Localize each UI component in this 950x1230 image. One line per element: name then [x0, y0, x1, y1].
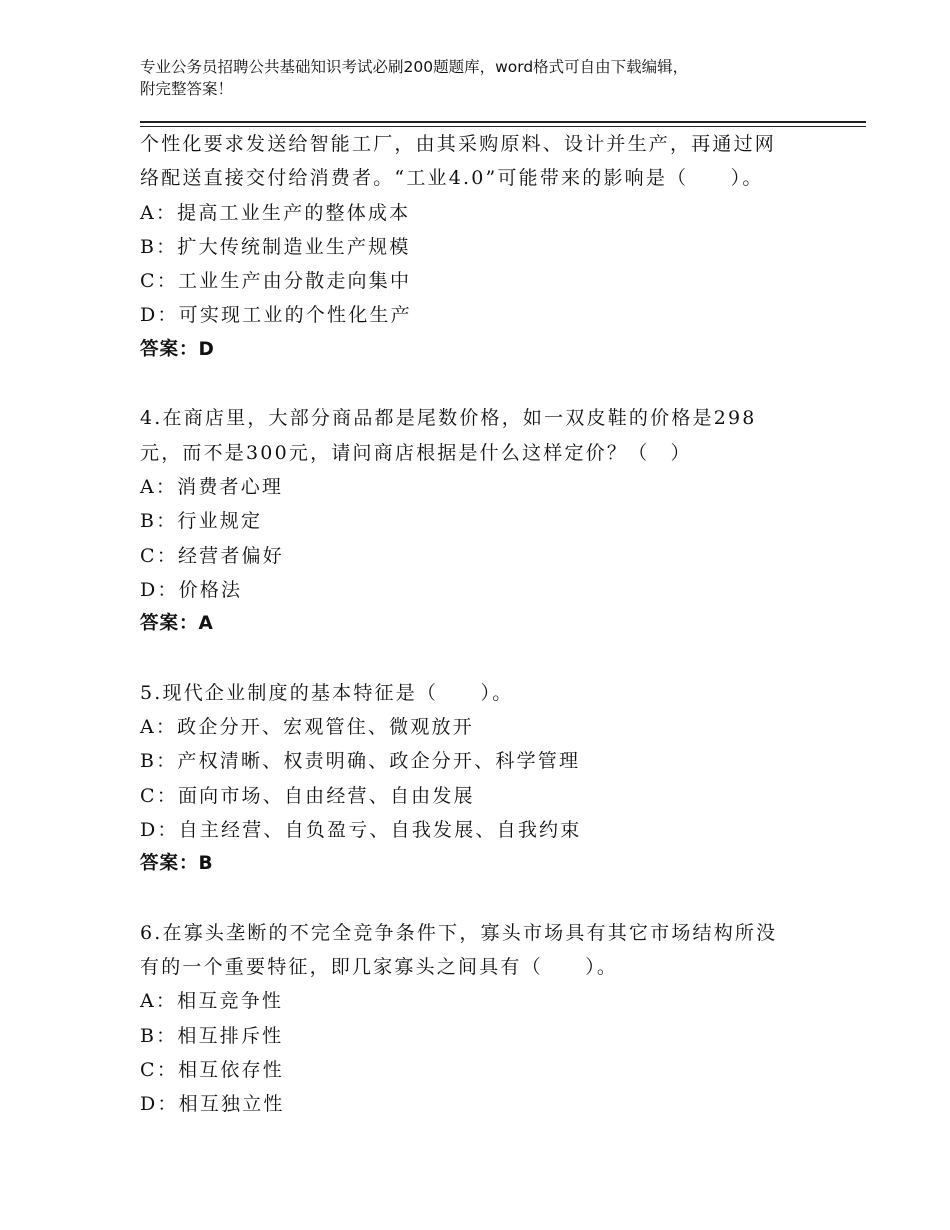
question-stem-line: 有的一个重要特征，即几家寡头之间具有（ ）。 [140, 956, 619, 979]
option-b: B：产权清晰、权责明确、政企分开、科学管理 [140, 750, 581, 773]
question-3 [140, 127, 850, 367]
option-c: C：经营者偏好 [140, 544, 284, 567]
question-stem-line: 6.在寡头垄断的不完全竞争条件下，寡头市场具有其它市场结构所没 [140, 921, 778, 944]
header-line-1: 专业公务员招聘公共基础知识考试必刷200题题库，word格式可自由下载编辑， [140, 58, 689, 76]
answer-label: 答案：D [140, 338, 215, 360]
question-stem-line: 5.现代企业制度的基本特征是（ ）。 [140, 681, 514, 704]
option-d: D：相互独立性 [140, 1093, 285, 1116]
question-stem-line: 4.在商店里，大部分商品都是尾数价格，如一双皮鞋的价格是298 [140, 407, 757, 430]
spacer [140, 367, 850, 401]
answer-label: 答案：B [140, 853, 214, 875]
question-6 [140, 916, 850, 1122]
option-b: B：行业规定 [140, 510, 263, 533]
question-4 [140, 401, 850, 641]
option-d: D：可实现工业的个性化生产 [140, 304, 412, 327]
question-list [140, 127, 850, 1122]
page-header [140, 56, 840, 100]
spacer [140, 882, 850, 916]
question-stem-line: 络配送直接交付给消费者。“工业4.0”可能带来的影响是（ ）。 [140, 167, 764, 190]
option-a: A：提高工业生产的整体成本 [140, 201, 411, 224]
option-c: C：工业生产由分散走向集中 [140, 270, 412, 293]
option-c: C：面向市场、自由经营、自由发展 [140, 784, 475, 807]
option-d: D：价格法 [140, 578, 243, 601]
option-d: D：自主经营、自负盈亏、自我发展、自我约束 [140, 818, 582, 841]
header-line-2: 附完整答案！ [140, 80, 234, 98]
option-a: A：相互竞争性 [140, 990, 284, 1013]
option-b: B：相互排斥性 [140, 1024, 284, 1047]
option-a: A：消费者心理 [140, 475, 284, 498]
question-stem-line: 元，而不是300元，请问商店根据是什么这样定价？（ ） [140, 441, 692, 464]
header-divider-thick [140, 121, 866, 123]
spacer [140, 641, 850, 675]
option-b: B：扩大传统制造业生产规模 [140, 235, 411, 258]
question-5 [140, 676, 850, 882]
answer-label: 答案：A [140, 613, 214, 635]
option-a: A：政企分开、宏观管住、微观放开 [140, 716, 474, 739]
question-stem-line: 个性化要求发送给智能工厂，由其采购原料、设计并生产，再通过网 [140, 133, 777, 155]
option-c: C：相互依存性 [140, 1059, 284, 1082]
